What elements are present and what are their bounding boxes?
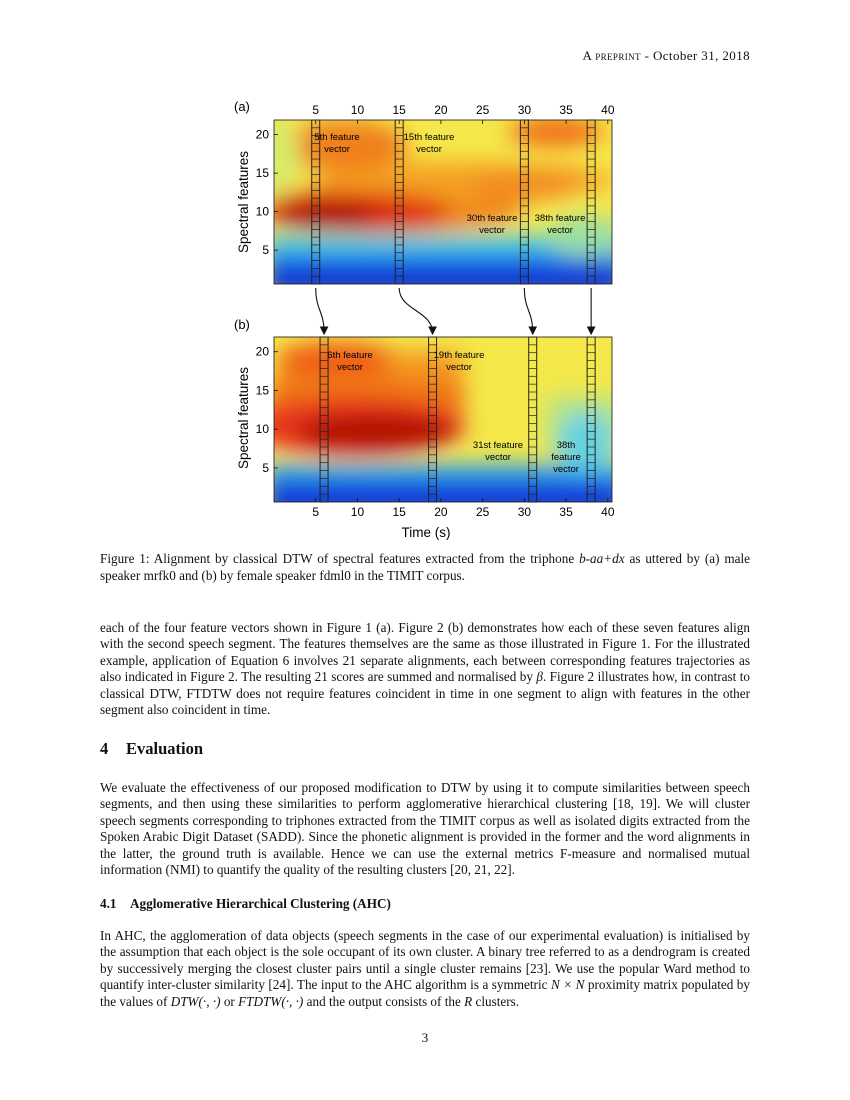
figure-1 [226,96,626,546]
paragraph-1-part2: . Figure 2 illustrates how, in contrast to classical DTW, FTDTW does not require features coincident in time in one segment to align with features in the other segment also coincident in time. [100,669,750,718]
panel-a-annotation-0-line2: vector [324,144,350,155]
alignment-arrow-0 [316,288,324,333]
page-number: 3 [421,1030,429,1045]
panel-a-xtick-label-5: 30 [517,103,532,117]
panel-b-label: (b) [234,317,250,332]
panel-b-annotation-0-line2: vector [337,362,363,373]
paragraph-3-part1: In AHC, the agglomeration of data objects (speech segments in the case of our experimental evaluation) is initialised by the assumption that each object is the sole occupant of its own cluster. A binary tree referred to as a dendrogram is created by successively merging the closest cluster pairs until a single cluster remains [23]. We use the popular Ward method to quantify inter-cluster similarity [24]. The input to the AHC algorithm is a symmetric [100,928,750,993]
section-number: 4 [100,739,109,758]
panel-b-annotation-2-line2: vector [485,452,511,463]
panel-a-ylabel: Spectral features [236,150,251,254]
panel-a-annotation-1-line1: 15th feature [403,132,455,143]
math-ftdtw: FTDTW(·, ·) [238,993,304,1009]
panel-b-ytick-label-2: 10 [255,422,269,437]
caption-suffix: as uttered by (a) male speaker mrfk0 and (b) by female speaker fdml0 in the TIMIT corpus. [100,551,750,583]
panel-b-xtick-label-3: 20 [434,505,448,519]
subsection-heading [100,896,391,912]
panel-b-xtick-label-4: 25 [475,505,490,519]
panel-b-annotation-0-line1: 6th feature [327,350,373,361]
panel-a-label: (a) [234,99,250,114]
math-nxn: N × N [550,977,585,993]
paragraph-3-part4: and the output consists of the [303,993,465,1009]
paragraph-3 [100,928,750,1010]
header-smallcaps: preprint [595,48,641,63]
panel-a-ytick-label-1: 15 [255,166,269,181]
panel-a-annotation-3-line2: vector [547,225,573,236]
panel-b-annotation-1-line2: vector [446,362,472,373]
subsection-title: Agglomerative Hierarchical Clustering (AHC) [130,896,391,911]
math-r: R [464,993,473,1009]
panel-a-ytick-label-3: 5 [262,243,269,258]
panel-a-xtick-label-7: 40 [601,103,615,117]
panel-a-xtick-label-1: 10 [350,103,365,117]
panel-a-xtick-label-4: 25 [475,103,490,117]
caption-prefix: Figure 1: Alignment by classical DTW of spectral features extracted from the triphone [100,551,580,566]
panel-b-annotation-3-line3: vector [553,464,579,475]
panel-a-ytick-label-2: 10 [255,204,269,219]
panel-b-ytick-label-1: 15 [255,383,269,398]
panel-a-heatmap [252,116,626,296]
panel-a-annotation-2-line1: 30th feature [466,213,518,224]
paragraph-1-part1: each of the four feature vectors shown in Figure 1 (a). Figure 2 (b) demonstrates how each of these seven features align with the second speech segment. The features themselves are the same as those illustrated in Figure 1. For the illustrated example, application of Equation 6 involves 21 separate alignments, each between corresponding features trajectories as also indicated in Figure 2. The resulting 21 scores are summed and normalised by [100,620,750,685]
panel-b-xlabel: Time (s) [401,525,451,540]
subsection-number: 4.1 [100,896,117,911]
paragraph-3-part2: proximity matrix populated by the values of [100,977,750,1009]
running-header [582,48,750,64]
panel-b-xtick-label-2: 15 [392,505,406,519]
header-date: - October 31, 2018 [644,48,750,63]
caption-triphone: b-aa+dx [579,551,625,566]
section-title: Evaluation [126,739,204,758]
panel-b-heatmap [246,337,626,516]
beta-symbol: β [536,669,543,685]
panel-a-xtick-label-0: 5 [312,103,320,117]
paragraph-1 [100,620,750,718]
panel-b-annotation-3-line1: 38th [556,440,576,451]
figure-1-svg [226,96,626,546]
paragraph-3-part3: or [220,993,239,1009]
panel-b-ytick-label-0: 20 [255,344,269,359]
alignment-arrow-1 [399,288,432,333]
panel-b-ytick-label-3: 5 [262,460,269,475]
panel-a-xtick-label-6: 35 [559,103,573,117]
panel-a-annotation-3-line1: 38th feature [534,213,586,224]
paragraph-3-part5: clusters. [472,993,520,1009]
panel-a-xtick-label-2: 15 [392,103,406,117]
panel-b-annotation-2-line1: 31st feature [472,440,524,451]
panel-a-annotation-1-line2: vector [416,144,442,155]
header-prefix: A [582,48,592,63]
paragraph-2: We evaluate the effectiveness of our proposed modification to DTW by using it to compute similarities between speech segments, and then using these similarities to perform agglomerative hierarchical clustering [18, 19]. We will cluster speech segments corresponding to triphones extracted from the TIMIT corpus as well as isolated digits extracted from the Spoken Arabic Digit Dataset (SADD). Since the phonetic alignment is provided in the former and the word alignments in the latter, the ground truth is available. Hence we can use the external metrics F-measure and normalised mutual information (NMI) to quantify the quality of the resulting clusters [20, 21, 22]. [100,780,750,878]
panel-b-annotation-1-line1: 19th feature [433,350,485,361]
section-heading [100,739,203,759]
panel-a-ytick-label-0: 20 [255,127,269,142]
panel-b-xtick-label-1: 10 [350,505,365,519]
panel-a-xtick-label-3: 20 [434,103,448,117]
panel-b-annotation-3-line2: feature [551,452,581,463]
alignment-arrow-2 [524,288,532,333]
panel-b-ylabel: Spectral features [236,366,251,470]
panel-b-xtick-label-6: 35 [559,505,573,519]
panel-a-annotation-0-line1: 5th feature [314,132,360,143]
panel-a-annotation-2-line2: vector [479,225,505,236]
panel-b-xtick-label-0: 5 [312,505,320,519]
panel-b-xtick-label-7: 40 [601,505,615,519]
figure-caption [100,550,750,584]
math-dtw: DTW(·, ·) [170,993,221,1009]
panel-b-xtick-label-5: 30 [517,505,532,519]
